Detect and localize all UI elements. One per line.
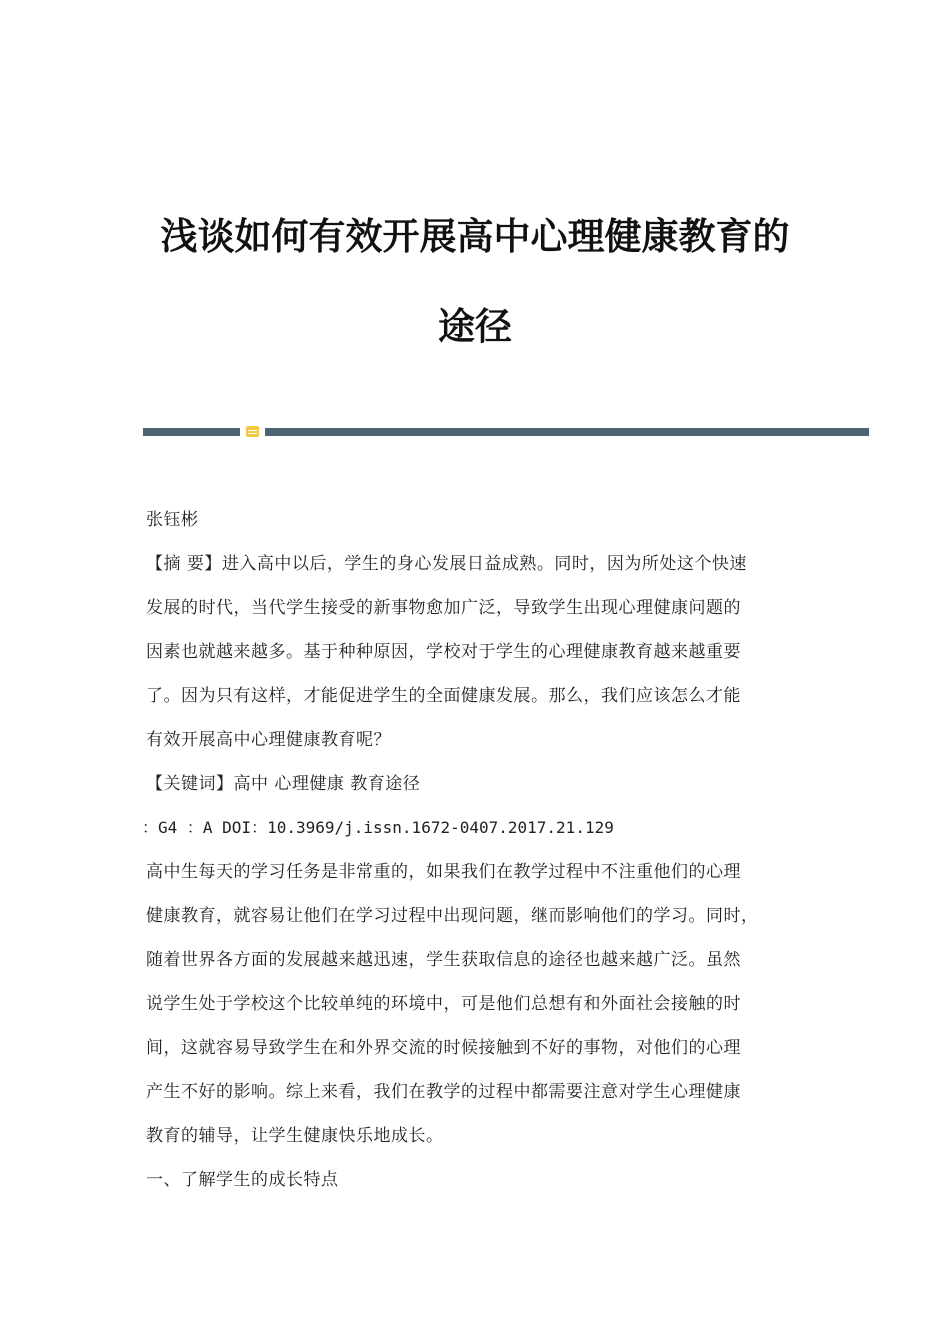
intro-line: 随着世界各方面的发展越来越迅速，学生获取信息的途径也越来越广泛。虽然 (146, 950, 741, 970)
abstract-line: 有效开展高中心理健康教育呢？ (146, 730, 391, 750)
abstract-line: 因素也就越来越多。基于种种原因，学校对于学生的心理健康教育越来越重要 (146, 642, 741, 662)
document-title-line-2: 途径 (438, 304, 512, 348)
intro-line: 教育的辅导，让学生健康快乐地成长。 (146, 1126, 444, 1146)
intro-paragraph (146, 850, 759, 1158)
section-heading: 一、了解学生的成长特点 (146, 1170, 339, 1190)
intro-line: 产生不好的影响。综上来看，我们在教学的过程中都需要注意对学生心理健康 (146, 1082, 741, 1102)
intro-line: 高中生每天的学习任务是非常重的，如果我们在教学过程中不注重他们的心理 (146, 862, 741, 882)
keywords-line: 【关键词】高中 心理健康 教育途径 (146, 774, 421, 794)
abstract-line: 【摘 要】进入高中以后，学生的身心发展日益成熟。同时，因为所处这个快速 (146, 554, 747, 574)
document-title-line-1: 浅谈如何有效开展高中心理健康教育的 (160, 214, 790, 258)
intro-line: 间，这就容易导致学生在和外界交流的时候接触到不好的事物，对他们的心理 (146, 1038, 741, 1058)
intro-line: 说学生处于学校这个比较单纯的环境中，可是他们总想有和外面社会接触的时 (146, 994, 741, 1014)
author-name: 张钰彬 (146, 510, 199, 530)
title-divider (143, 426, 869, 438)
doi-line: ：G4 ：A DOI：10.3969/j.issn.1672-0407.2017.21.129 (142, 818, 614, 837)
abstract-line: 了。因为只有这样，才能促进学生的全面健康发展。那么，我们应该怎么才能 (146, 686, 741, 706)
abstract-line: 发展的时代，当代学生接受的新事物愈加广泛，导致学生出现心理健康问题的 (146, 598, 741, 618)
abstract-paragraph (146, 542, 747, 762)
divider-bar-right (265, 428, 869, 436)
intro-line: 健康教育，就容易让他们在学习过程中出现问题，继而影响他们的学习。同时， (146, 906, 759, 926)
divider-bar-left (143, 428, 240, 436)
divider-emblem-icon (246, 426, 259, 437)
